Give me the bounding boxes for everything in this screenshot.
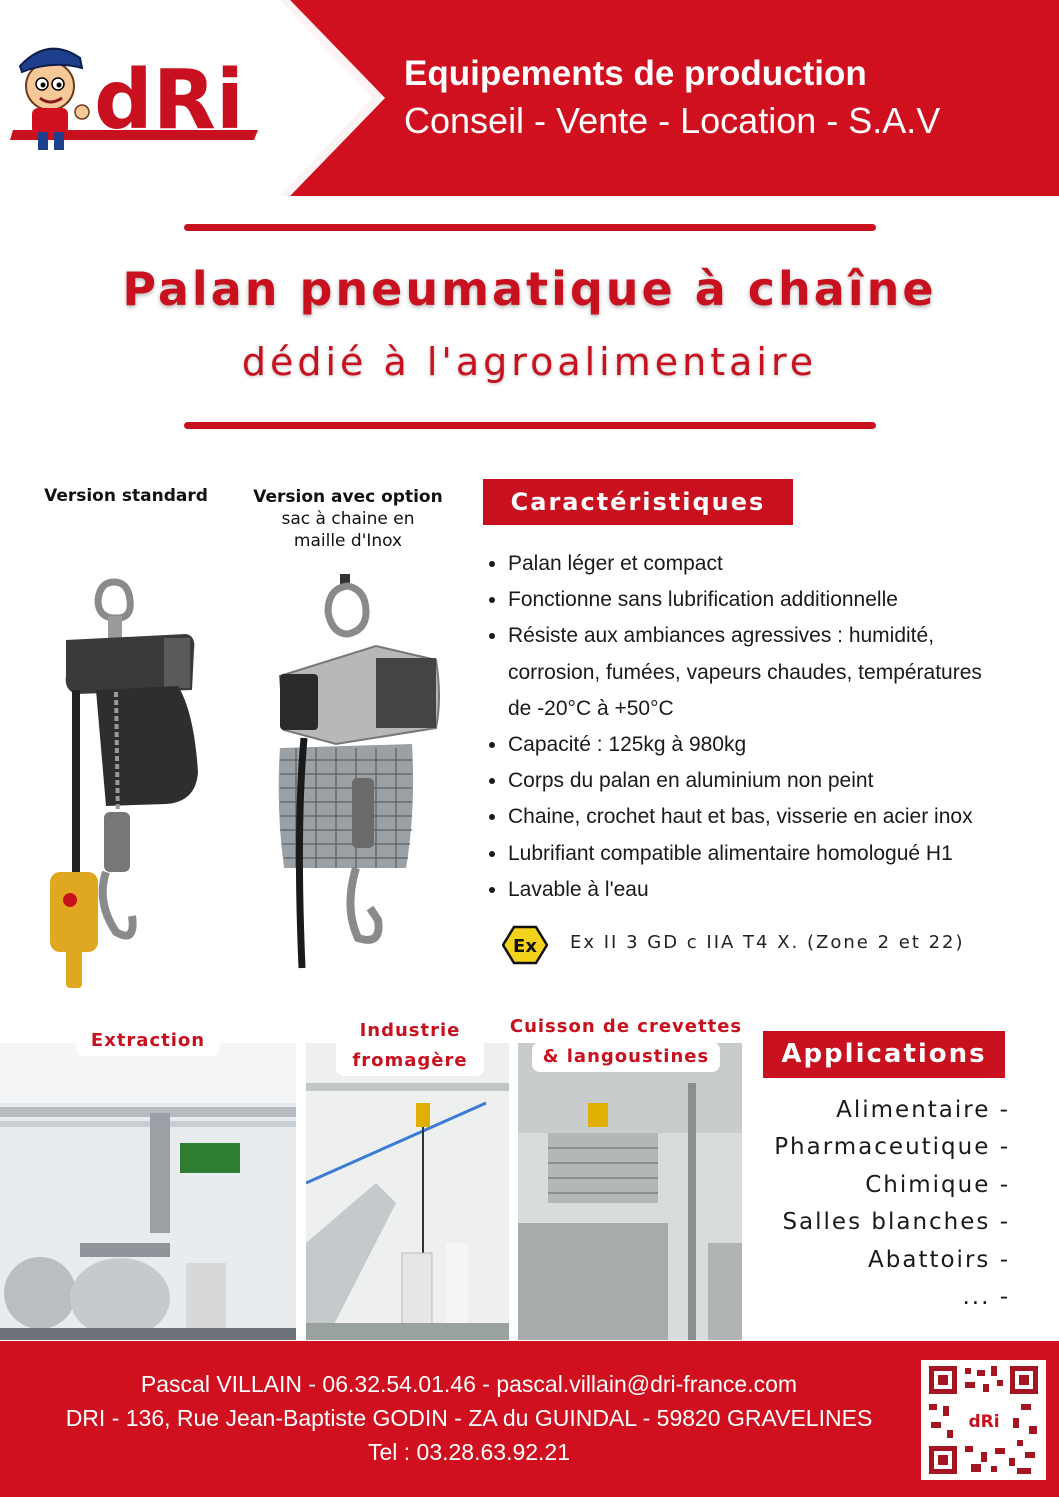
page-title: Palan pneumatique à chaîne — [122, 262, 937, 316]
application-item: Abattoirs - — [868, 1246, 1010, 1273]
characteristic-item: • Capacité : 125kg à 980kg — [508, 727, 1059, 763]
label-fromagere-line1: Industrie — [359, 1020, 461, 1041]
applications-heading: Applications — [763, 1031, 1005, 1078]
qr-code — [921, 1360, 1046, 1480]
svg-text:Ex: Ex — [513, 936, 537, 957]
footer-contact — [0, 1367, 938, 1469]
photo-extraction — [0, 1043, 296, 1340]
hoist-option-image — [266, 568, 466, 974]
svg-text:dRi: dRi — [94, 53, 244, 148]
atex-ex-icon — [502, 925, 548, 965]
dri-logo — [8, 38, 263, 156]
caption-option-detail-2: maille d'Inox — [293, 531, 403, 551]
svg-text:dRi: dRi — [968, 1412, 1000, 1432]
label-fromagere-line2: fromagère — [352, 1050, 468, 1071]
characteristic-item: • Chaine, crochet haut et bas, visserie en acier inox — [508, 799, 1059, 835]
application-item: Salles blanches - — [782, 1209, 1010, 1236]
hoist-standard-image — [36, 572, 216, 992]
header-tagline-1: Equipements de production — [404, 54, 867, 93]
footer-phone: Tel : 03.28.63.92.21 — [367, 1439, 571, 1465]
characteristics-heading: Caractéristiques — [483, 479, 793, 525]
footer-contact-person: Pascal VILLAIN - 06.32.54.01.46 - pascal.villain@dri-france.com — [140, 1371, 798, 1397]
title-rule-top — [184, 224, 876, 231]
caption-standard: Version standard — [44, 486, 208, 506]
applications-list — [760, 1092, 1010, 1316]
characteristic-item: • Corps du palan en aluminium non peint — [508, 763, 1059, 799]
label-fromagere — [336, 1016, 484, 1076]
caption-option-detail-1: sac à chaine en — [281, 509, 415, 529]
characteristic-item: • Palan léger et compact — [508, 546, 1059, 582]
label-extraction: Extraction — [76, 1026, 220, 1056]
characteristics-list — [478, 546, 1059, 908]
application-item: Pharmaceutique - — [774, 1134, 1010, 1161]
photo-fromagere — [306, 1043, 509, 1340]
caption-option-title: Version avec option — [253, 487, 443, 507]
footer-address: DRI - 136, Rue Jean-Baptiste GODIN - ZA du GUINDAL - 59820 GRAVELINES — [65, 1405, 873, 1431]
application-item: Chimique - — [865, 1171, 1010, 1198]
label-cuisson — [506, 1012, 746, 1072]
atex-marking: Ex II 3 GD c IIA T4 X. (Zone 2 et 22) — [570, 932, 965, 953]
title-rule-bottom — [184, 422, 876, 429]
header-tagline-2: Conseil - Vente - Location - S.A.V — [404, 100, 941, 141]
photo-cuisson — [518, 1043, 742, 1340]
label-cuisson-line2: & langoustines — [532, 1042, 720, 1072]
application-item: ... - — [962, 1283, 1010, 1310]
application-item: Alimentaire - — [836, 1097, 1010, 1123]
characteristic-item: • Fonctionne sans lubrification additionnelle — [508, 582, 1059, 618]
caption-option — [232, 486, 464, 552]
characteristic-item: • Résiste aux ambiances agressives : humidité, corrosion, fumées, vapeurs chaudes, températures de -20°C à +50°C — [508, 618, 1059, 727]
characteristic-item: • Lubrifiant compatible alimentaire homologué H1 — [508, 836, 1059, 872]
characteristic-item: • Lavable à l'eau — [508, 872, 1059, 908]
page-subtitle: dédié à l'agroalimentaire — [241, 340, 818, 384]
label-cuisson-line1: Cuisson de crevettes — [506, 1012, 746, 1042]
